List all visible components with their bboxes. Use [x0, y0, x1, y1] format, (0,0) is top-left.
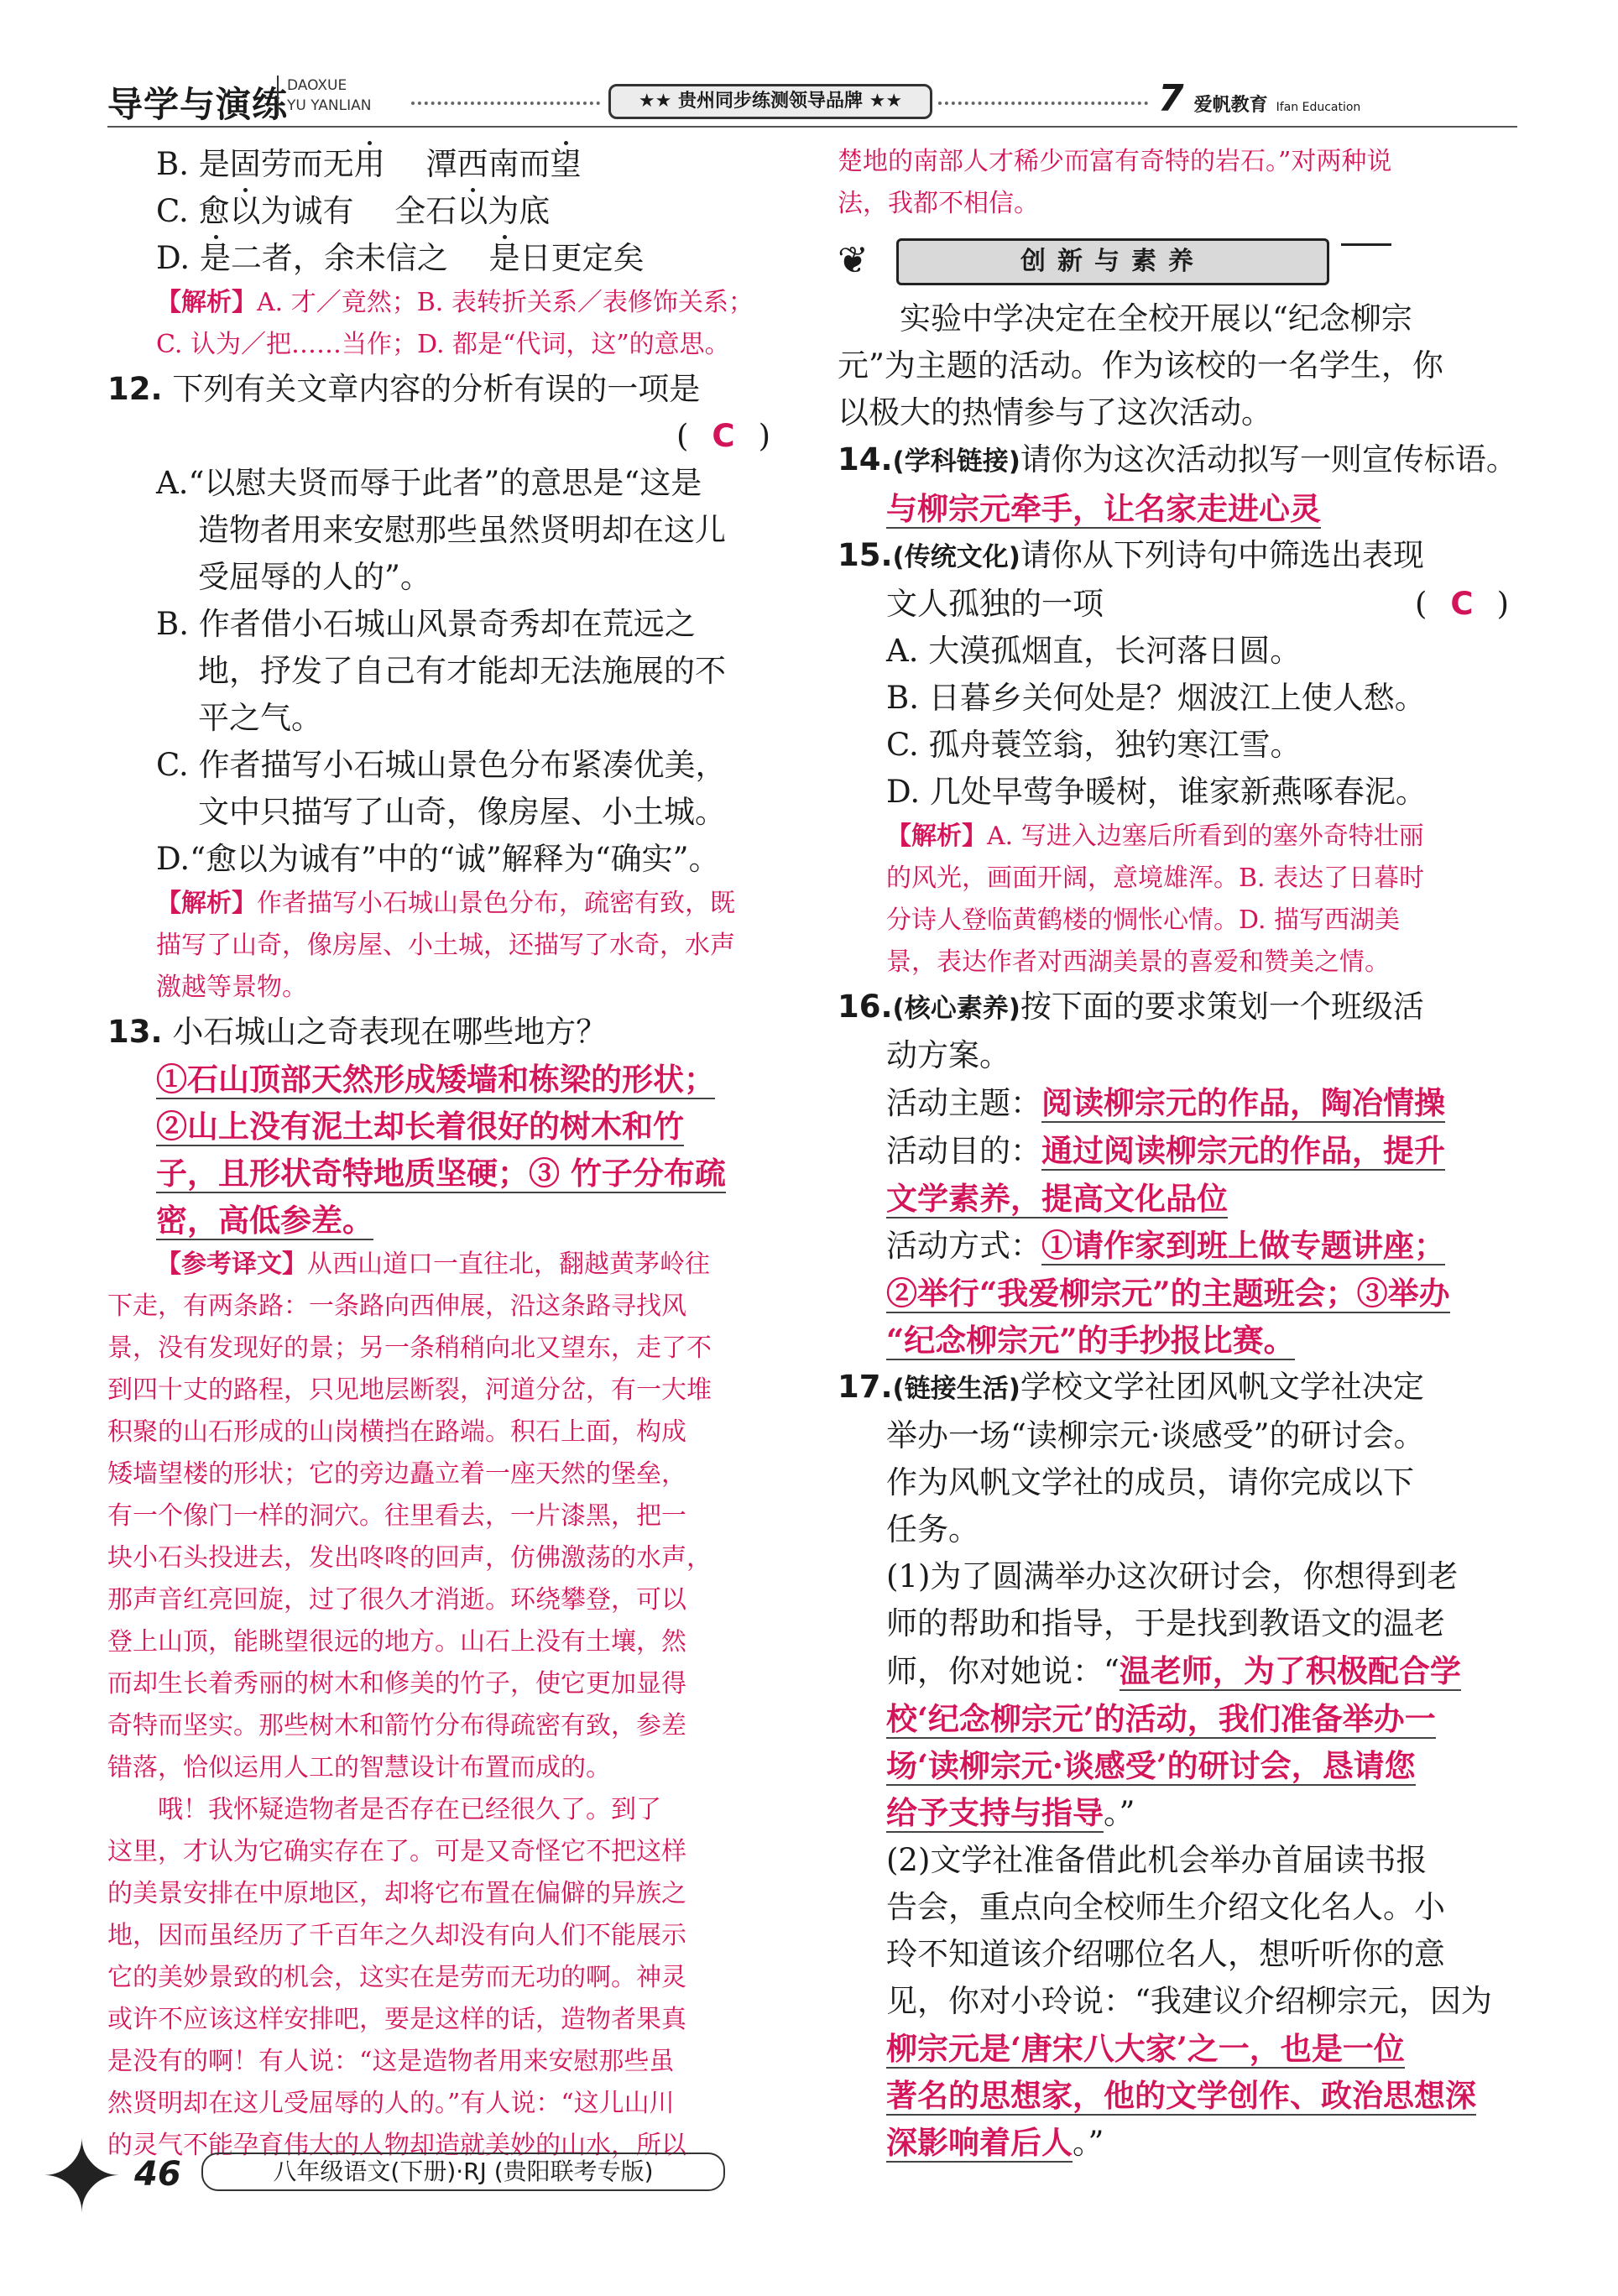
q13-answer-line: 子，且形状奇特地质坚硬；③ 竹子分布疏 — [156, 1155, 726, 1192]
q12-option-a-cont: 造物者用来安慰那些虽然贤明却在这儿 — [198, 512, 726, 548]
q11-explanation-line: C. 认为／把……当作；D. 都是“代词，这”的意思。 — [156, 330, 730, 359]
q12-option-c-cont: 文中只描写了山奇，像房屋、小土城。 — [198, 794, 726, 830]
q15-explanation-line: 景，表达作者对西湖美景的喜爱和赞美之情。 — [886, 947, 1390, 977]
translation-line: 下走，有两条路：一条路向西伸展，沿这条路寻找风 — [107, 1292, 686, 1321]
q15-stem: 15.(传统文化)请你从下列诗句中筛选出表现 — [838, 537, 1424, 573]
q16-goal-cont: 文学素养，提高文化品位 — [886, 1180, 1228, 1217]
q15-option-c: C. 孤舟蓑笠翁，独钓寒江雪。 — [886, 727, 1302, 763]
translation-line: 登上山顶，能眺望很远的地方。山石上没有土壤，然 — [107, 1627, 686, 1657]
q17-stem-cont: 举办一场“读柳宗元·谈感受”的研讨会。 — [886, 1417, 1425, 1453]
brand-title: 导学与演练 — [107, 84, 289, 125]
translation-line: 这里，才认为它确实存在了。可是又奇怪它不把这样 — [107, 1837, 686, 1866]
q12-answer-bracket: ( C ) — [676, 418, 770, 454]
logo-mark-icon: 7 — [1158, 77, 1184, 120]
q17-part2: 告会，重点向全校师生介绍文化名人。小 — [886, 1889, 1445, 1925]
translation-line: 有一个像门一样的洞穴。往里看去，一片漆黑，把一 — [107, 1501, 686, 1531]
q17-part2: 玲不知道该介绍哪位名人，想听听你的意 — [886, 1936, 1445, 1972]
q15-explanation-line: 分诗人登临黄鹤楼的惆怅心情。D. 描写西湖美 — [886, 905, 1401, 935]
q14-answer: 与柳宗元牵手，让名家走进心灵 — [886, 490, 1321, 527]
q13-stem: 13. 小石城山之奇表现在哪些地方？ — [107, 1014, 608, 1050]
q15-stem-cont: 文人孤独的一项 ( C ) — [886, 586, 1509, 622]
q14-stem: 14.(学科链接)请你为这次活动拟写一则宣传标语。 — [838, 441, 1517, 477]
q12-explanation-line: 描写了山奇，像房屋、小土城，还描写了水奇，水声 — [156, 931, 735, 960]
translation-line: 它的美妙景致的机会，这实在是劳而无功的啊。神灵 — [107, 1963, 686, 1992]
q12-option-d: D.“愈以为诚有”中的“诚”解释为“确实”。 — [156, 841, 720, 877]
banner-tail — [1341, 243, 1391, 246]
intro-line: 实验中学决定在全校开展以“纪念柳宗 — [838, 300, 1412, 337]
q16-stem-cont: 动方案。 — [886, 1037, 1010, 1073]
translation-cont: 楚地的南部人才稀少而富有奇特的岩石。”对两种说 — [838, 147, 1392, 176]
translation-line: 地，因而虽经历了千百年之久却没有向人们不能展示 — [107, 1921, 686, 1950]
translation-line: 或许不应该这样安排吧，要是这样的话，造物者果真 — [107, 2005, 686, 2034]
translation-line: 奇特而坚实。那些树木和箭竹分布得疏密有致，参差 — [107, 1711, 686, 1740]
q15-option-a: A. 大漠孤烟直，长河落日圆。 — [886, 633, 1302, 669]
q12-option-a: A.“以慰夫贤而辱于此者”的意思是“这是 — [156, 465, 702, 501]
left-column — [107, 141, 779, 2167]
q13-answer-line: ①石山顶部天然形成矮墙和栋梁的形状； — [156, 1061, 715, 1098]
q17-part2-answer: 柳宗元是‘唐宋八大家’之一，也是一位 — [886, 2030, 1405, 2067]
intro-line: 以极大的热情参与了这次活动。 — [838, 394, 1272, 430]
q17-stem-cont: 作为风帆文学社的成员，请你完成以下 — [886, 1464, 1414, 1500]
q11-option-c: C. 愈以为诚有 全石以为底 — [156, 193, 551, 229]
q17-part1: (1)为了圆满举办这次研讨会，你想得到老 — [886, 1558, 1459, 1594]
q13-answer-line: ②山上没有泥土却长着很好的树木和竹 — [156, 1108, 684, 1145]
section-title: 创新与素养 — [896, 238, 1329, 285]
q12-answer: C — [712, 418, 735, 454]
logo-en: Ifan Education — [1276, 101, 1361, 114]
translation-line: 块小石头投进去，发出咚咚的回声，仿佛激荡的水声， — [107, 1543, 712, 1573]
q16-way-cont: ②举行“我爱柳宗元”的主题班会；③举办 — [886, 1275, 1450, 1312]
q12-option-b-cont: 平之气。 — [198, 700, 322, 736]
translation-line: 积聚的山石形成的山岗横挡在路端。积石上面，构成 — [107, 1417, 686, 1447]
header-dots-right — [938, 102, 1148, 105]
translation-line: 那声音红亮回旋，过了很久才消逝。环绕攀登，可以 — [107, 1585, 686, 1615]
right-column — [838, 141, 1517, 2167]
q15-explanation: 【解析】A. 写进入边塞后所看到的塞外奇特壮丽 — [886, 822, 1424, 851]
q17-part1: 师的帮助和指导，于是找到教语文的温老 — [886, 1605, 1445, 1641]
logo-cn: 爱帆教育 — [1193, 95, 1268, 116]
translation-cont: 法，我都不相信。 — [838, 189, 1039, 218]
q11-option-d: D. 是二者，余未信之 是日更定矣 — [156, 240, 645, 276]
q11-option-b: B. 是固劳而无用 潭西南而望 — [156, 146, 582, 182]
q17-part2-answer: 深影响着后人。” — [886, 2124, 1104, 2161]
translation-line: 景，没有发现好的景；另一条稍稍向北又望东，走了不 — [107, 1333, 712, 1363]
q16-way-cont: “纪念柳宗元”的手抄报比赛。 — [886, 1322, 1295, 1359]
q16-theme: 活动主题：阅读柳宗元的作品，陶冶情操 — [886, 1084, 1445, 1121]
translation-line: 矮墙望楼的形状；它的旁边矗立着一座天然的堡垒， — [107, 1459, 686, 1489]
book-wing-icon: ❦ — [838, 239, 869, 282]
header-dots-left — [411, 102, 600, 105]
intro-line: 元”为主题的活动。作为该校的一名学生，你 — [838, 347, 1443, 384]
q16-goal: 活动目的：通过阅读柳宗元的作品，提升 — [886, 1132, 1445, 1169]
q17-part1-answer: 校‘纪念柳宗元’的活动，我们准备举办一 — [886, 1700, 1436, 1737]
translation-line: 到四十丈的路程，只见地层断裂，河道分岔，有一大堆 — [107, 1375, 712, 1405]
pinyin-line-1: DAOXUE — [287, 77, 347, 94]
q17-part2-answer: 著名的思想家，他的文学创作、政治思想深 — [886, 2077, 1476, 2114]
q15-option-d: D. 几处早莺争暖树，谁家新燕啄春泥。 — [886, 774, 1427, 810]
book-title: 八年级语文(下册)·RJ (贵阳联考专版) — [201, 2152, 725, 2191]
star-icon: ✦ — [40, 2119, 123, 2235]
translation-line: 的灵气不能孕育伟大的人物却造就美妙的山水，所以 — [107, 2131, 686, 2160]
publisher-logo — [1158, 77, 1360, 120]
q17-part1-answer: 给予支持与指导。” — [886, 1794, 1135, 1831]
q12-stem: 12. 下列有关文章内容的分析有误的一项是 — [107, 371, 701, 407]
q16-stem: 16.(核心素养)按下面的要求策划一个班级活 — [838, 989, 1424, 1025]
q12-explanation: 【解析】作者描写小石城山景色分布，疏密有致，既 — [156, 889, 735, 918]
brand-pinyin — [277, 76, 371, 116]
header-slogan: ★★ 贵州同步练测领导品牌 ★★ — [608, 84, 932, 119]
translation-line: 【参考译文】从西山道口一直往北，翻越黄茅岭往 — [156, 1250, 710, 1279]
q17-stem-cont: 任务。 — [886, 1511, 979, 1547]
q12-option-b: B. 作者借小石城山风景奇秀却在荒远之 — [156, 606, 696, 642]
translation-line: 而却生长着秀丽的树木和修美的竹子，使它更加显得 — [107, 1669, 686, 1699]
q12-explanation-line: 激越等景物。 — [156, 973, 307, 1002]
q15-option-b: B. 日暮乡关何处是？烟波江上使人愁。 — [886, 680, 1426, 716]
pinyin-line-2: YU YANLIAN — [287, 97, 372, 114]
q17-part1-answer: 师，你对她说：“温老师，为了积极配合学 — [886, 1652, 1461, 1689]
q11-explanation: 【解析】A. 才／竟然；B. 表转折关系／表修饰关系； — [156, 288, 754, 317]
translation-line: 是没有的啊！有人说：“这是造物者用来安慰那些虽 — [107, 2047, 675, 2076]
q12-option-a-cont: 受屈辱的人的”。 — [198, 559, 431, 595]
page-header — [0, 0, 1618, 134]
translation-line: 错落，恰似运用人工的智慧设计布置而成的。 — [107, 1753, 611, 1782]
translation-line: 然贤明却在这儿受屈辱的人的。”有人说：“这儿山川 — [107, 2089, 675, 2118]
q15-answer: C — [1450, 586, 1474, 622]
q17-stem: 17.(链接生活)学校文学社团风帆文学社决定 — [838, 1369, 1424, 1405]
header-rule — [107, 126, 1517, 128]
section-banner — [838, 232, 1517, 290]
translation-line: 的美景安排在中原地区，却将它布置在偏僻的异族之 — [107, 1879, 686, 1908]
q17-part1-answer: 场‘读柳宗元·谈感受’的研讨会，恳请您 — [886, 1747, 1416, 1784]
q17-part2: (2)文学社准备借此机会举办首届读书报 — [886, 1842, 1427, 1878]
q16-way: 活动方式：①请作家到班上做专题讲座； — [886, 1227, 1445, 1264]
q15-explanation-line: 的风光，画面开阔，意境雄浑。B. 表达了日暮时 — [886, 864, 1425, 893]
q13-answer-line: 密，高低参差。 — [156, 1202, 373, 1239]
q17-part2: 见，你对小玲说：“我建议介绍柳宗元，因为 — [886, 1983, 1492, 2019]
page-number: 46 — [134, 2155, 181, 2194]
q12-option-b-cont: 地，抒发了自己有才能却无法施展的不 — [198, 653, 726, 689]
q12-option-c: C. 作者描写小石城山景色分布紧凑优美， — [156, 747, 727, 783]
translation-line: 哦！我怀疑造物者是否存在已经很久了。到了 — [107, 1795, 661, 1824]
